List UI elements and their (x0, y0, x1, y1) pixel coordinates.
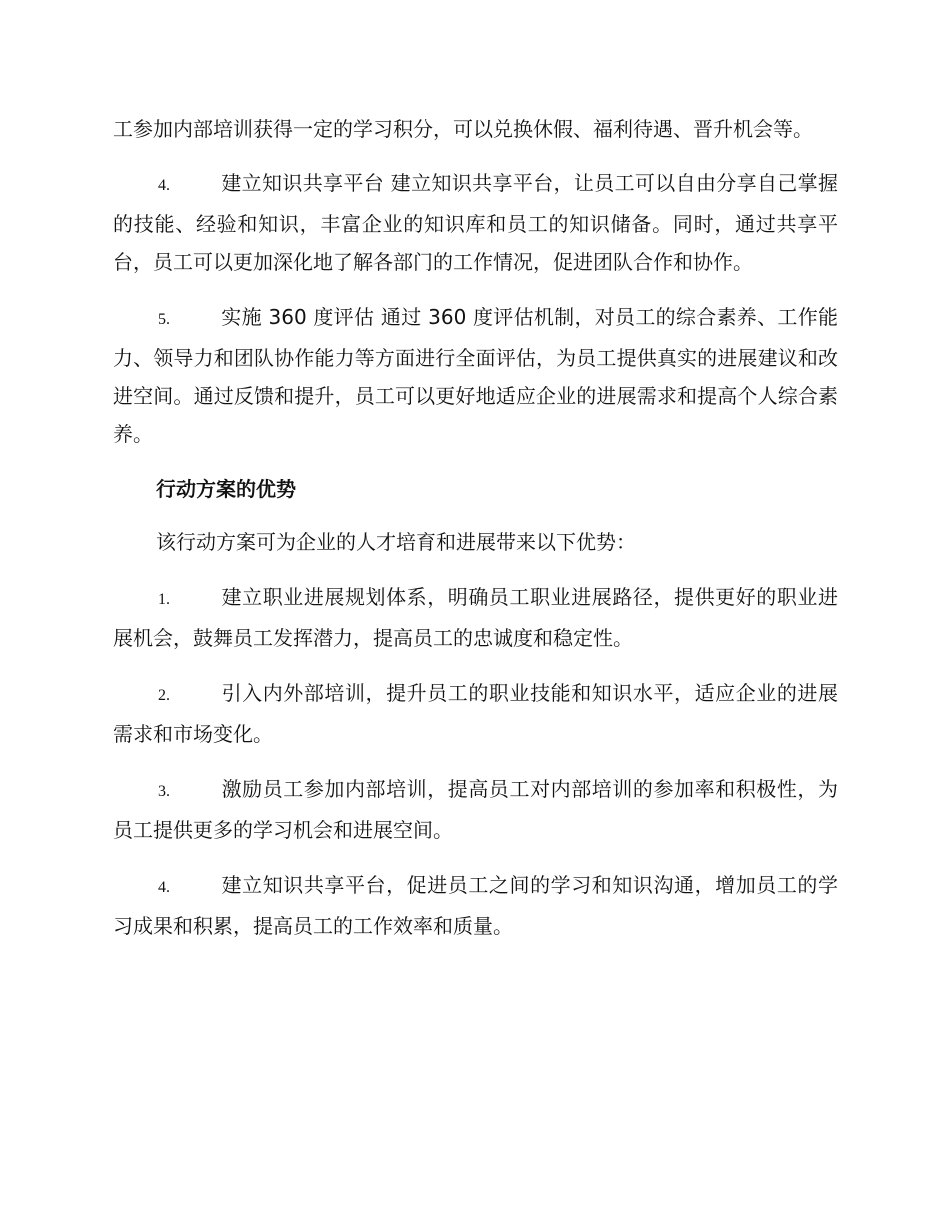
list-item-360-evaluation (113, 298, 838, 453)
list-item-text: 建立知识共享平台 建立知识共享平台，让员工可以自由分享自己掌握的技能、经验和知识，丰富企业的知识库和员工的知识储备。同时，通过共享平台，员工可以更加深化地了解各部门的工作情况，促进团队合作和协作。 (113, 171, 838, 274)
list-item-text: 建立职业进展规划体系，明确员工职业进展路径，提供更好的职业进展机会，鼓舞员工发挥潜力，提高员工的忠诚度和稳定性。 (113, 585, 838, 650)
list-number: 4. (158, 879, 170, 896)
section-heading: 行动方案的优势 (156, 477, 296, 501)
advantage-item (113, 674, 838, 753)
advantage-item (113, 866, 838, 945)
list-item-knowledge-platform (113, 164, 838, 281)
section-intro: 该行动方案可为企业的人才培育和进展带来以下优势： (156, 530, 636, 554)
list-number: 2. (158, 687, 170, 704)
document-body (113, 110, 838, 962)
paragraph-continuation: 工参加内部培训获得一定的学习积分，可以兑换休假、福利待遇、晋升机会等。 (113, 117, 813, 141)
list-number: 1. (158, 591, 170, 608)
list-number: 5. (158, 311, 170, 328)
advantage-item (113, 770, 838, 849)
advantage-item (113, 578, 838, 657)
list-item-text: 引入内外部培训，提升员工的职业技能和知识水平，适应企业的进展需求和市场变化。 (113, 681, 838, 746)
list-number: 3. (158, 783, 170, 800)
list-item-text: 实施 360 度评估 通过 360 度评估机制，对员工的综合素养、工作能力、领导力和团队协作能力等方面进行全面评估，为员工提供真实的进展建议和改进空间。通过反馈和提升，员工可以更好地适应企业的进展需求和提高个人综合素养。 (113, 305, 838, 446)
list-item-text: 激励员工参加内部培训，提高员工对内部培训的参加率和积极性，为员工提供更多的学习机会和进展空间。 (113, 777, 838, 842)
list-number: 4. (158, 177, 170, 194)
list-item-text: 建立知识共享平台，促进员工之间的学习和知识沟通，增加员工的学习成果和积累，提高员工的工作效率和质量。 (113, 873, 838, 938)
